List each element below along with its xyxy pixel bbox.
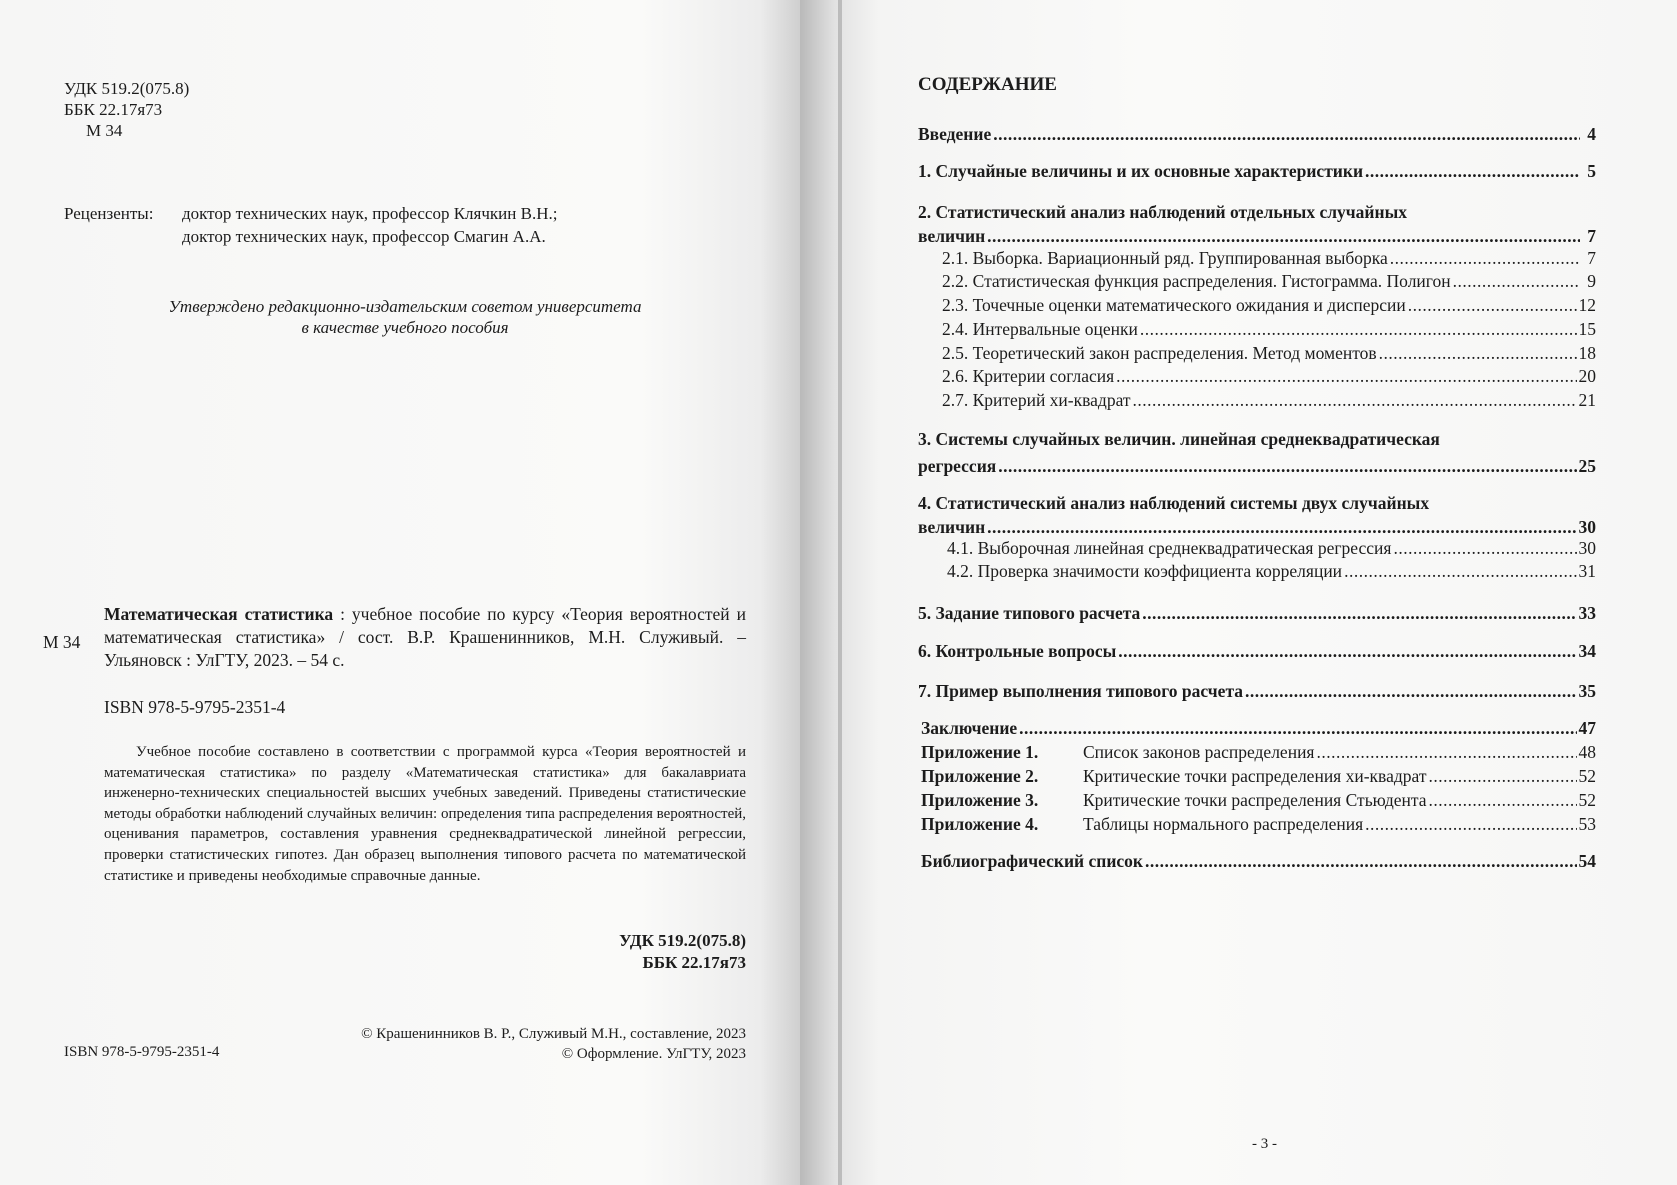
toc-item-2-7[interactable] [942,389,1596,411]
book-gutter [838,0,842,1185]
toc-page: 52 [1578,790,1596,810]
toc-item-ch3-line1[interactable]: 3. Системы случайных величин. линейная среднеквадратическая [918,429,1440,449]
udk-block [64,78,189,141]
toc-label: 7. Пример выполнения типового расчета [918,681,1244,701]
toc-page: 25 [1578,456,1596,476]
dot-leader [993,123,1580,145]
toc-title: СОДЕРЖАНИЕ [918,74,1057,95]
dot-leader [1365,160,1580,182]
approval-note [60,296,750,338]
toc-item-2-5[interactable] [942,342,1596,364]
toc-item-4-1[interactable] [947,537,1596,559]
toc-label: 2.4. Интервальные оценки [942,319,1138,339]
book-title: Математическая статистика [104,604,334,624]
toc-label: Критические точки распределения Стьюдента [1083,790,1427,810]
dot-leader [1142,602,1576,624]
dot-leader [1344,560,1576,582]
toc-page: 33 [1578,603,1596,623]
dot-leader [1390,247,1580,269]
toc-label: регрессия [918,456,997,476]
toc-label: 1. Случайные величины и их основные характеристики [918,161,1364,181]
toc-item-2-3[interactable] [942,294,1596,316]
toc-label: Список законов распределения [1083,742,1315,762]
author-mark: М 34 [86,121,123,140]
toc-page: 47 [1578,718,1596,738]
toc-page: 12 [1578,295,1596,315]
toc-page: 34 [1578,641,1596,661]
approval-line-1: Утверждено редакционно-издательским советом университета [168,297,642,316]
dot-leader [1429,789,1577,811]
udk-code: УДК 519.2(075.8) [64,79,190,98]
toc-item-ch6[interactable] [918,640,1596,662]
toc-page: 30 [1578,517,1596,537]
dot-leader [1118,640,1576,662]
toc-page: 4 [1587,124,1596,144]
toc-label: величин [918,226,986,246]
bbk-bottom: ББК 22.17я73 [642,953,746,972]
dot-leader [1428,765,1576,787]
appendix-number: Приложение 3. [921,790,1039,810]
appendix-number: Приложение 1. [921,742,1039,762]
toc-item-ch3[interactable] [918,455,1596,477]
abstract: Учебное пособие составлено в соответствии с программой курса «Теория вероятностей и математическая статистика» по разделу «Математическая статистика» для бакалавриата инженерно-технических специальностей высших учебных заведений. Приведены статистические методы обработки наблюдений случайных величин: определения типа распределения вероятностей, оценивания параметров, составления уравнения среднеквадратической линейной регрессии, проверки статистических гипотез. Дан образец выполнения типового расчета по математической статистике и приведены необходимые справочные данные. [104,744,746,884]
toc-page: 7 [1587,226,1596,246]
bibliographic-details: : учебное пособие по курсу «Теория вероятностей и математическая статистика» / сост. В.Р. Крашенинников, М.Н. Служивый. – Ульяновск : УлГТУ, 2023. – 54 с. [104,604,746,670]
toc-label: Библиографический список [921,851,1144,871]
isbn-bottom: ISBN 978-5-9795-2351-4 [64,1044,220,1060]
toc-page: 31 [1578,561,1596,581]
toc-item-appendix-2[interactable] [921,765,1596,787]
dot-leader [998,455,1576,477]
toc-page: 35 [1578,681,1596,701]
toc-page: 54 [1578,851,1596,871]
toc-page: 52 [1578,766,1596,786]
toc-item-ch1[interactable] [918,160,1596,182]
toc-label: Таблицы нормального распределения [1083,814,1364,834]
toc-page: 7 [1587,248,1596,268]
reviewer-2: доктор технических наук, профессор Смагин А.А. [182,227,546,246]
toc-page: 53 [1578,814,1596,834]
page-number: - 3 - [1252,1136,1277,1152]
toc-item-2-6[interactable] [942,365,1596,387]
dot-leader [1408,294,1577,316]
toc-item-bibliography[interactable] [921,850,1596,872]
toc-item-2-4[interactable] [942,318,1596,340]
toc-label: 2.1. Выборка. Вариационный ряд. Группированная выборка [942,248,1388,268]
dot-leader [1379,342,1577,364]
dot-leader [1133,389,1577,411]
dot-leader [1019,717,1576,739]
toc-page: 5 [1587,161,1596,181]
approval-line-2: в качестве учебного пособия [301,318,509,337]
dot-leader [1393,537,1576,559]
copyright-authors: © Крашенинников В. Р., Служивый М.Н., составление, 2023 [361,1026,746,1042]
bbk-code: ББК 22.17я73 [64,100,163,119]
toc-label: 4.2. Проверка значимости коэффициента корреляции [947,561,1343,581]
toc-label: 2.3. Точечные оценки математического ожидания и дисперсии [942,295,1406,315]
toc-label: Критические точки распределения хи-квадрат [1083,766,1427,786]
copyright-block [246,1024,746,1064]
isbn: ISBN 978-5-9795-2351-4 [104,697,286,717]
dot-leader [987,516,1576,538]
toc-label: 2.5. Теоретический закон распределения. Метод моментов [942,343,1377,363]
udk-bottom: УДК 519.2(075.8) [619,931,746,950]
toc-label: 4.1. Выборочная линейная среднеквадратическая регрессия [947,538,1392,558]
toc-item-conclusion[interactable] [921,717,1596,739]
toc-label: 5. Задание типового расчета [918,603,1141,623]
toc-label: Введение [918,124,992,144]
toc-item-4-2[interactable] [947,560,1596,582]
toc-page: 9 [1587,271,1596,291]
dot-leader [987,225,1580,247]
copyright-design: © Оформление. УлГТУ, 2023 [561,1046,746,1062]
left-page [0,0,800,1185]
toc-label: Заключение [921,718,1018,738]
toc-item-intro[interactable] [918,123,1596,145]
dot-leader [1316,741,1576,763]
toc-item-2-2[interactable] [942,270,1596,292]
bibliographic-entry [104,603,746,672]
toc-item-appendix-1[interactable] [921,741,1596,763]
toc-page: 21 [1578,390,1596,410]
toc-item-ch2[interactable] [918,225,1596,247]
udk-bottom-block [446,930,746,974]
dot-leader [1140,318,1577,340]
toc-label: 2.2. Статистическая функция распределения. Гистограмма. Полигон [942,271,1451,291]
toc-item-appendix-3[interactable] [921,789,1596,811]
toc-item-ch4[interactable] [918,516,1596,538]
toc-item-ch2-line1[interactable]: 2. Статистический анализ наблюдений отдельных случайных [918,202,1407,222]
toc-page: 20 [1578,366,1596,386]
toc-item-ch5[interactable] [918,602,1596,624]
dot-leader [1116,365,1576,387]
dot-leader [1453,270,1580,292]
toc-item-ch7[interactable] [918,680,1596,702]
dot-leader [1145,850,1576,872]
toc-label: величин [918,517,986,537]
bibliographic-mark: М 34 [43,632,81,652]
toc-page: 18 [1578,343,1596,363]
toc-page: 15 [1578,319,1596,339]
toc-page: 48 [1578,742,1596,762]
toc-item-2-1[interactable] [942,247,1596,269]
dot-leader [1245,680,1576,702]
dot-leader [1365,813,1576,835]
toc-label: 6. Контрольные вопросы [918,641,1117,661]
toc-label: 2.6. Критерии согласия [942,366,1115,386]
toc-page: 30 [1578,538,1596,558]
reviewers-label: Рецензенты: [64,204,154,223]
toc-item-appendix-4[interactable] [921,813,1596,835]
appendix-number: Приложение 2. [921,766,1039,786]
reviewer-1: доктор технических наук, профессор Клячкин В.Н.; [182,204,558,223]
toc-label: 2.7. Критерий хи-квадрат [942,390,1131,410]
toc-item-ch4-line1[interactable]: 4. Статистический анализ наблюдений системы двух случайных [918,493,1430,513]
appendix-number: Приложение 4. [921,814,1039,834]
